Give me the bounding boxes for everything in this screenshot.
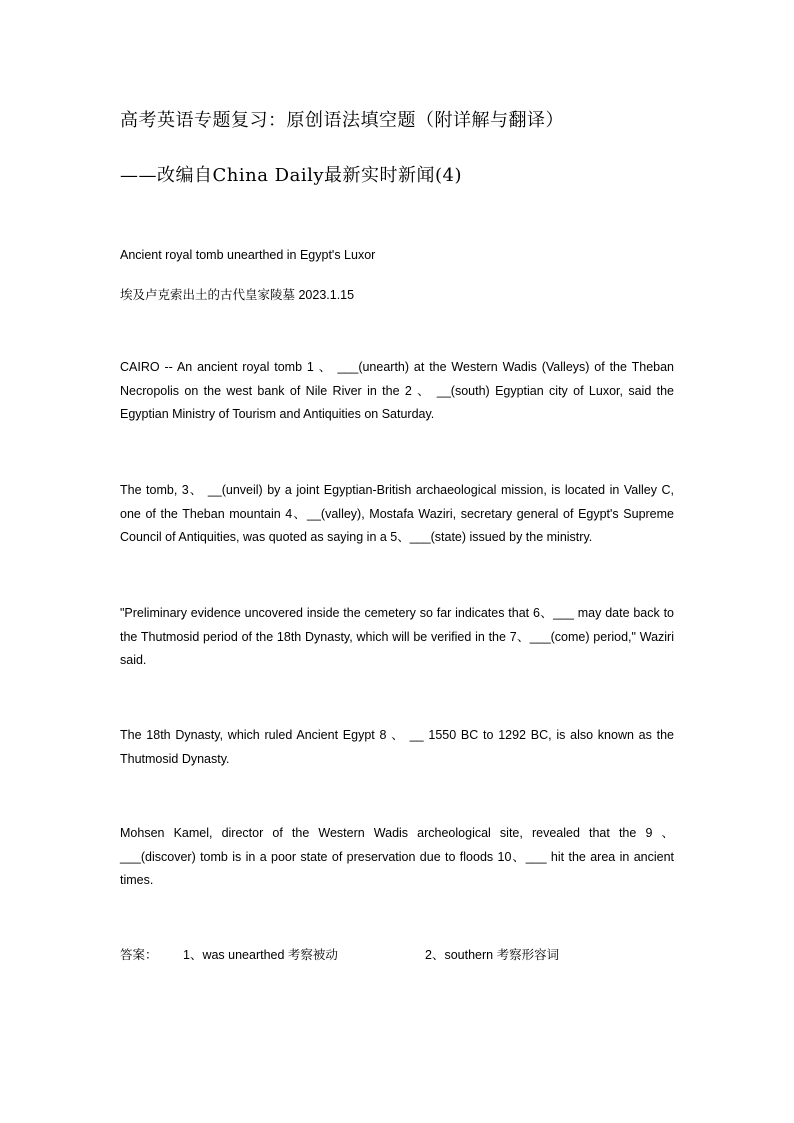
article-title-zh: 埃及卢克索出土的古代皇家陵墓 2023.1.15 xyxy=(120,288,355,302)
paragraph-3: "Preliminary evidence uncovered inside the cemetery so far indicates that 6、___ may date back to the Thutmosid period of the 18th Dynasty, which will be verified in the 7、___(come) period," Waziri said. xyxy=(120,606,674,667)
paragraph-5: Mohsen Kamel, director of the Western Wadis archeological site, revealed that the 9 、 ___(discover) tomb is in a poor state of preservation due to floods 10、___ hit the area in ancient times. xyxy=(120,826,674,887)
document-subtitle: ——改编自China Daily最新实时新闻(4) xyxy=(120,165,463,186)
article-title-en: Ancient royal tomb unearthed in Egypt's Luxor xyxy=(120,248,376,262)
answer-item-2: 2、southern 考察形容词 xyxy=(425,948,560,962)
paragraph-1: CAIRO -- An ancient royal tomb 1 、 ___(unearth) at the Western Wadis (Valleys) of the Theban Necropolis on the west bank of Nile River in the 2 、 __(south) Egyptian city of Luxor, said the Egyptian Ministry of Tourism and Antiquities on Saturday. xyxy=(120,360,674,421)
answers-label: 答案： xyxy=(120,948,158,962)
paragraph-4: The 18th Dynasty, which ruled Ancient Egypt 8 、 __ 1550 BC to 1292 BC, is also known as the Thutmosid Dynasty. xyxy=(120,728,674,766)
document-title: 高考英语专题复习：原创语法填空题（附详解与翻译） xyxy=(120,110,564,131)
answer-item-1: 1、was unearthed 考察被动 xyxy=(183,948,338,962)
paragraph-2: The tomb, 3、 __(unveil) by a joint Egyptian-British archaeological mission, is located in Valley C, one of the Theban mountain 4、__(valley), Mostafa Waziri, secretary general of Egypt's Supreme Council of Antiquities, was quoted as saying in a 5、___(state) issued by the ministry. xyxy=(120,483,674,544)
